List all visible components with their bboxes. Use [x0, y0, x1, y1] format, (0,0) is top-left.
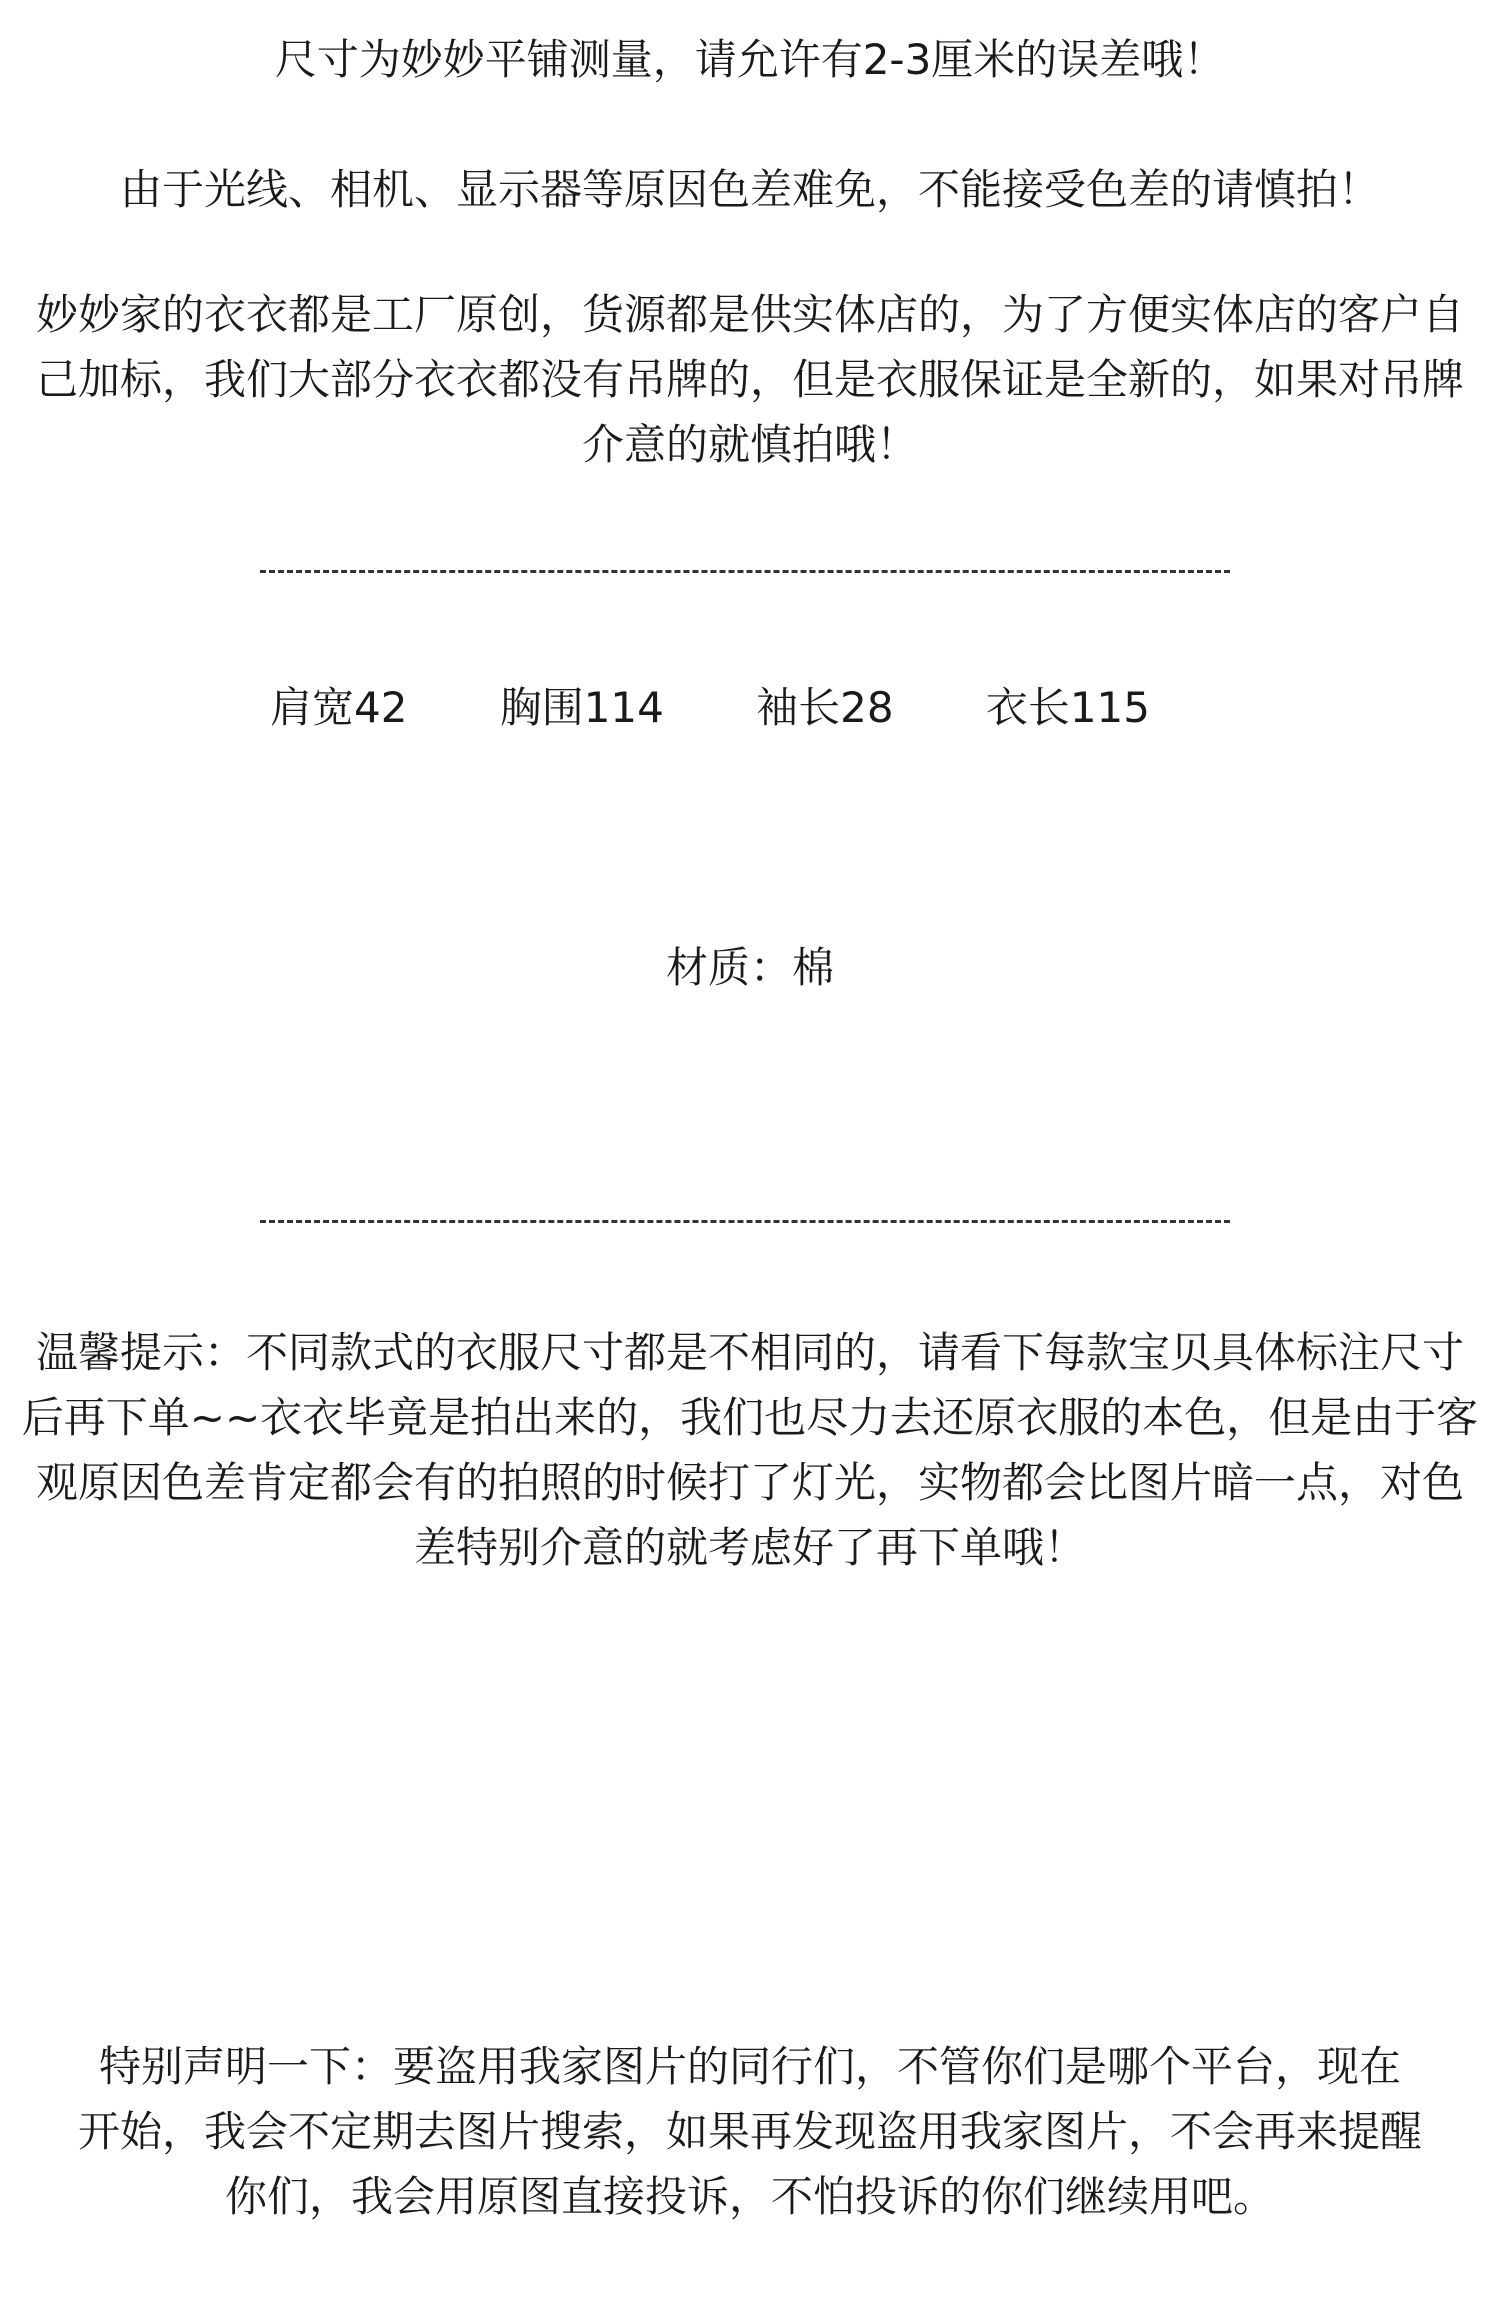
- tips-line-2: 后再下单~~衣衣毕竟是拍出来的，我们也尽力去还原衣服的本色，但是由于客: [21, 1393, 1479, 1442]
- size-sleeve: 袖长28: [756, 683, 894, 732]
- tips-line-4: 差特别介意的就考虑好了再下单哦！: [413, 1523, 1086, 1572]
- tag-notice-line-2: 己加标，我们大部分衣衣都没有吊牌的，但是衣服保证是全新的，如果对吊牌: [35, 355, 1464, 404]
- measurement-note: 尺寸为妙妙平铺测量，请允许有2-3厘米的误差哦！: [274, 35, 1226, 84]
- divider-top: [260, 570, 1230, 573]
- size-shoulder: 肩宽42: [270, 683, 408, 732]
- material-label: 材质：棉: [665, 943, 834, 992]
- size-table: [270, 678, 1150, 738]
- tips-line-1: 温馨提示：不同款式的衣服尺寸都是不相同的，请看下每款宝贝具体标注尺寸: [35, 1328, 1464, 1377]
- divider-bottom: [260, 1220, 1230, 1223]
- tag-notice-line-3: 介意的就慎拍哦！: [581, 420, 918, 469]
- statement-line-1: 特别声明一下：要盗用我家图片的同行们，不管你们是哪个平台，现在: [98, 2042, 1401, 2091]
- color-warning-note: 由于光线、相机、显示器等原因色差难免，不能接受色差的请慎拍！: [119, 165, 1380, 214]
- tips-line-3: 观原因色差肯定都会有的拍照的时候打了灯光，实物都会比图片暗一点，对色: [35, 1458, 1464, 1507]
- size-chest: 胸围114: [499, 683, 664, 732]
- tag-notice-line-1: 妙妙家的衣衣都是工厂原创，货源都是供实体店的，为了方便实体店的客户自: [35, 290, 1464, 339]
- statement-line-2: 开始，我会不定期去图片搜索，如果再发现盗用我家图片，不会再来提醒: [77, 2107, 1422, 2156]
- statement-line-3: 你们，我会用原图直接投诉，不怕投诉的你们继续用吧。: [224, 2172, 1275, 2221]
- size-length: 衣长115: [985, 683, 1150, 732]
